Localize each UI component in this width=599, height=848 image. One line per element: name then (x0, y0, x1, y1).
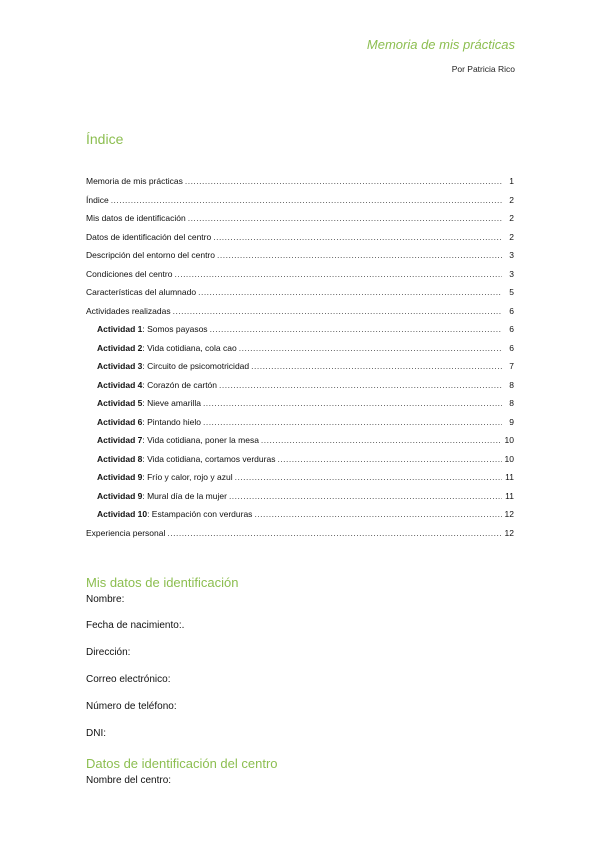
toc-entry[interactable] (86, 491, 514, 510)
index-heading: Índice (86, 131, 124, 147)
toc-entry[interactable] (86, 398, 514, 417)
toc-page-number: 11 (505, 472, 514, 482)
toc-leader-dots (174, 269, 502, 279)
toc-entry-text: Condiciones del centro (86, 268, 173, 279)
toc-entry[interactable] (86, 213, 514, 232)
toc-activity-number: Actividad 4 (97, 379, 143, 390)
toc-entry-label (86, 287, 196, 297)
toc-entry-text: Mis datos de identificación (86, 213, 186, 223)
toc-entry-text: Actividades realizadas (86, 305, 171, 316)
toc-entry-text: : Somos payasos (142, 324, 208, 334)
toc-entry[interactable] (86, 361, 514, 380)
toc-entry-text: : Nieve amarilla (142, 398, 201, 408)
toc-page-number: 2 (509, 231, 514, 242)
toc-entry-label (97, 509, 252, 519)
toc-entry-label (86, 250, 215, 260)
toc-entry-label (97, 361, 249, 371)
toc-leader-dots (210, 324, 502, 334)
toc-entry-text: : Estampación con verduras (147, 509, 253, 519)
toc-page-number: 3 (509, 250, 514, 260)
toc-entry-text: : Mural día de la mujer (142, 490, 227, 501)
toc-entry-text: Descripción del entorno del centro (86, 250, 215, 260)
toc-leader-dots (261, 435, 502, 445)
field-email: Correo electrónico: (86, 674, 171, 685)
toc-entry[interactable] (86, 380, 514, 399)
toc-entry[interactable] (86, 509, 514, 528)
toc-leader-dots (235, 472, 502, 482)
toc-activity-number: Actividad 9 (97, 490, 143, 501)
toc-leader-dots (219, 380, 502, 390)
toc-leader-dots (229, 491, 502, 501)
toc-entry-label (97, 454, 275, 464)
toc-entry-text: Experiencia personal (86, 527, 166, 538)
toc-page-number: 1 (509, 176, 514, 186)
toc-entry[interactable] (86, 417, 514, 436)
toc-entry[interactable] (86, 232, 514, 251)
toc-activity-number: Actividad 5 (97, 398, 143, 408)
toc-page-number: 12 (504, 527, 514, 538)
toc-leader-dots (239, 343, 502, 353)
field-birthdate: Fecha de nacimiento:. (86, 620, 185, 631)
toc-leader-dots (185, 176, 502, 186)
header-title: Memoria de mis prácticas (366, 37, 515, 52)
field-phone: Número de teléfono: (86, 701, 177, 712)
toc-leader-dots (213, 232, 502, 242)
toc-page-number: 8 (509, 398, 514, 408)
toc-entry-label (97, 491, 227, 501)
toc-entry[interactable] (86, 176, 514, 195)
toc-leader-dots (167, 528, 502, 538)
toc-page-number: 6 (509, 324, 514, 334)
toc-activity-number: Actividad 2 (97, 342, 143, 353)
toc-entry-label (86, 528, 165, 538)
toc-entry-text: Memoria de mis prácticas (86, 176, 183, 186)
toc-entry-label (97, 398, 201, 408)
toc-entry-label (86, 195, 109, 205)
toc-page-number: 2 (509, 194, 514, 205)
section-title-center: Datos de identificación del centro (86, 756, 278, 771)
section-title-personal: Mis datos de identificación (86, 575, 239, 590)
toc-leader-dots (203, 398, 502, 408)
toc-page-number: 8 (509, 379, 514, 390)
toc-entry[interactable] (86, 195, 514, 214)
toc-entry[interactable] (86, 435, 514, 454)
toc-entry-text: : Vida cotidiana, cola cao (142, 342, 237, 353)
toc-entry-label (86, 306, 171, 316)
toc-leader-dots (198, 287, 502, 297)
field-name: Nombre: (86, 594, 125, 605)
field-address: Dirección: (86, 647, 131, 658)
toc-entry-text: : Frío y calor, rojo y azul (142, 472, 233, 482)
toc-activity-number: Actividad 8 (97, 453, 143, 464)
toc-leader-dots (111, 195, 502, 205)
toc-entry-label (97, 324, 208, 334)
toc-leader-dots (173, 306, 502, 316)
toc-activity-number: Actividad 10 (97, 509, 148, 519)
toc-page-number: 2 (509, 213, 514, 223)
toc-entry[interactable] (86, 528, 514, 547)
toc-entry-text: : Circuito de psicomotricidad (142, 361, 250, 371)
toc-page-number: 12 (504, 509, 514, 519)
toc-entry-text: Índice (86, 194, 109, 205)
toc-page-number: 7 (509, 361, 514, 371)
toc-entry[interactable] (86, 250, 514, 269)
toc-entry[interactable] (86, 287, 514, 306)
toc-entry-text: : Corazón de cartón (142, 379, 218, 390)
toc-page-number: 5 (509, 287, 514, 297)
toc-entry[interactable] (86, 454, 514, 473)
toc-entry-label (86, 176, 183, 186)
toc-page-number: 6 (509, 342, 514, 353)
toc-entry-label (97, 435, 259, 445)
toc-entry-label (86, 232, 211, 242)
toc-page-number: 10 (504, 435, 514, 445)
toc-entry[interactable] (86, 306, 514, 325)
table-of-contents (86, 176, 514, 546)
field-center-name: Nombre del centro: (86, 775, 172, 786)
toc-activity-number: Actividad 7 (97, 435, 143, 445)
toc-entry[interactable] (86, 269, 514, 288)
toc-page-number: 9 (509, 416, 514, 427)
header-author: Por Patricia Rico (451, 64, 515, 74)
toc-leader-dots (188, 213, 502, 223)
toc-leader-dots (217, 250, 502, 260)
toc-activity-number: Actividad 9 (97, 472, 143, 482)
toc-page-number: 6 (509, 305, 514, 316)
field-dni: DNI: (86, 728, 106, 739)
toc-entry[interactable] (86, 324, 514, 343)
toc-page-number: 3 (509, 268, 514, 279)
toc-leader-dots (254, 509, 502, 519)
toc-leader-dots (277, 454, 502, 464)
toc-entry-label (97, 343, 237, 353)
toc-activity-number: Actividad 1 (97, 324, 143, 334)
toc-activity-number: Actividad 6 (97, 416, 143, 427)
toc-page-number: 10 (504, 453, 514, 464)
toc-page-number: 11 (505, 490, 514, 501)
toc-entry-label (97, 380, 217, 390)
toc-entry-text: Datos de identificación del centro (86, 231, 212, 242)
toc-entry-label (86, 269, 172, 279)
toc-entry-text: : Pintando hielo (142, 416, 201, 427)
toc-entry-text: : Vida cotidiana, poner la mesa (142, 435, 259, 445)
toc-entry[interactable] (86, 472, 514, 491)
toc-entry-text: Características del alumnado (86, 287, 197, 297)
toc-entry-label (86, 213, 186, 223)
toc-entry-text: : Vida cotidiana, cortamos verduras (142, 453, 276, 464)
toc-leader-dots (251, 361, 502, 371)
toc-entry-label (97, 417, 201, 427)
toc-entry[interactable] (86, 343, 514, 362)
toc-activity-number: Actividad 3 (97, 361, 143, 371)
toc-entry-label (97, 472, 233, 482)
toc-leader-dots (203, 417, 502, 427)
